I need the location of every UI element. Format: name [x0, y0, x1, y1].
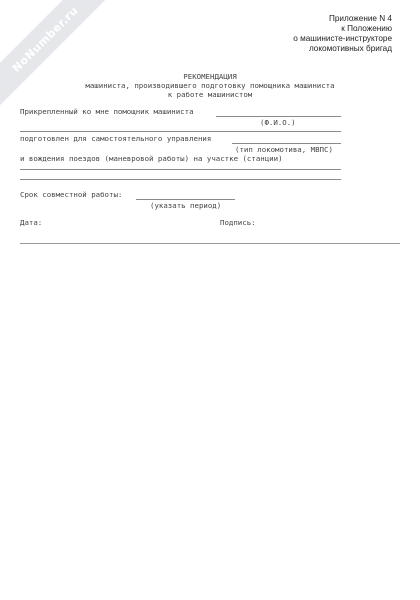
assistant-label: Прикрепленный ко мне помощник машиниста	[20, 107, 194, 116]
date-label: Дата:	[20, 218, 43, 227]
appendix-regulation: о машинисте-инструкторе	[293, 34, 392, 43]
assistant-name-line	[216, 116, 341, 117]
loco-hint: (тип локомотива, МВПС)	[235, 145, 333, 154]
period-hint: (указать период)	[150, 201, 222, 210]
bottom-rule	[20, 243, 400, 244]
appendix-header	[293, 14, 392, 54]
document-title: РЕКОМЕНДАЦИЯ	[183, 72, 237, 81]
appendix-reference: к Положению	[341, 24, 392, 33]
loco-type-line	[232, 143, 341, 144]
appendix-number: Приложение N 4	[328, 14, 392, 23]
document-subtitle-2: к работе машинистом	[167, 90, 253, 99]
document-subtitle: машиниста, производившего подготовку помощника машиниста	[85, 81, 335, 90]
term-label: Срок совместной работы:	[20, 190, 123, 199]
blank-line-3	[20, 179, 341, 180]
fio-hint: (Ф.И.О.)	[260, 118, 296, 127]
driving-label: и вождения поездов (маневровой работы) на участке (станции)	[20, 154, 283, 163]
appendix-subject: локомотивных бригад	[308, 44, 392, 53]
term-line	[136, 199, 235, 200]
prepared-label: подготовлен для самостоятельного управления	[20, 134, 212, 143]
blank-line-2	[20, 169, 341, 170]
watermark-text: NoNumber.ru	[9, 3, 81, 75]
blank-line-1	[20, 131, 341, 132]
signature-label: Подпись:	[220, 218, 256, 227]
